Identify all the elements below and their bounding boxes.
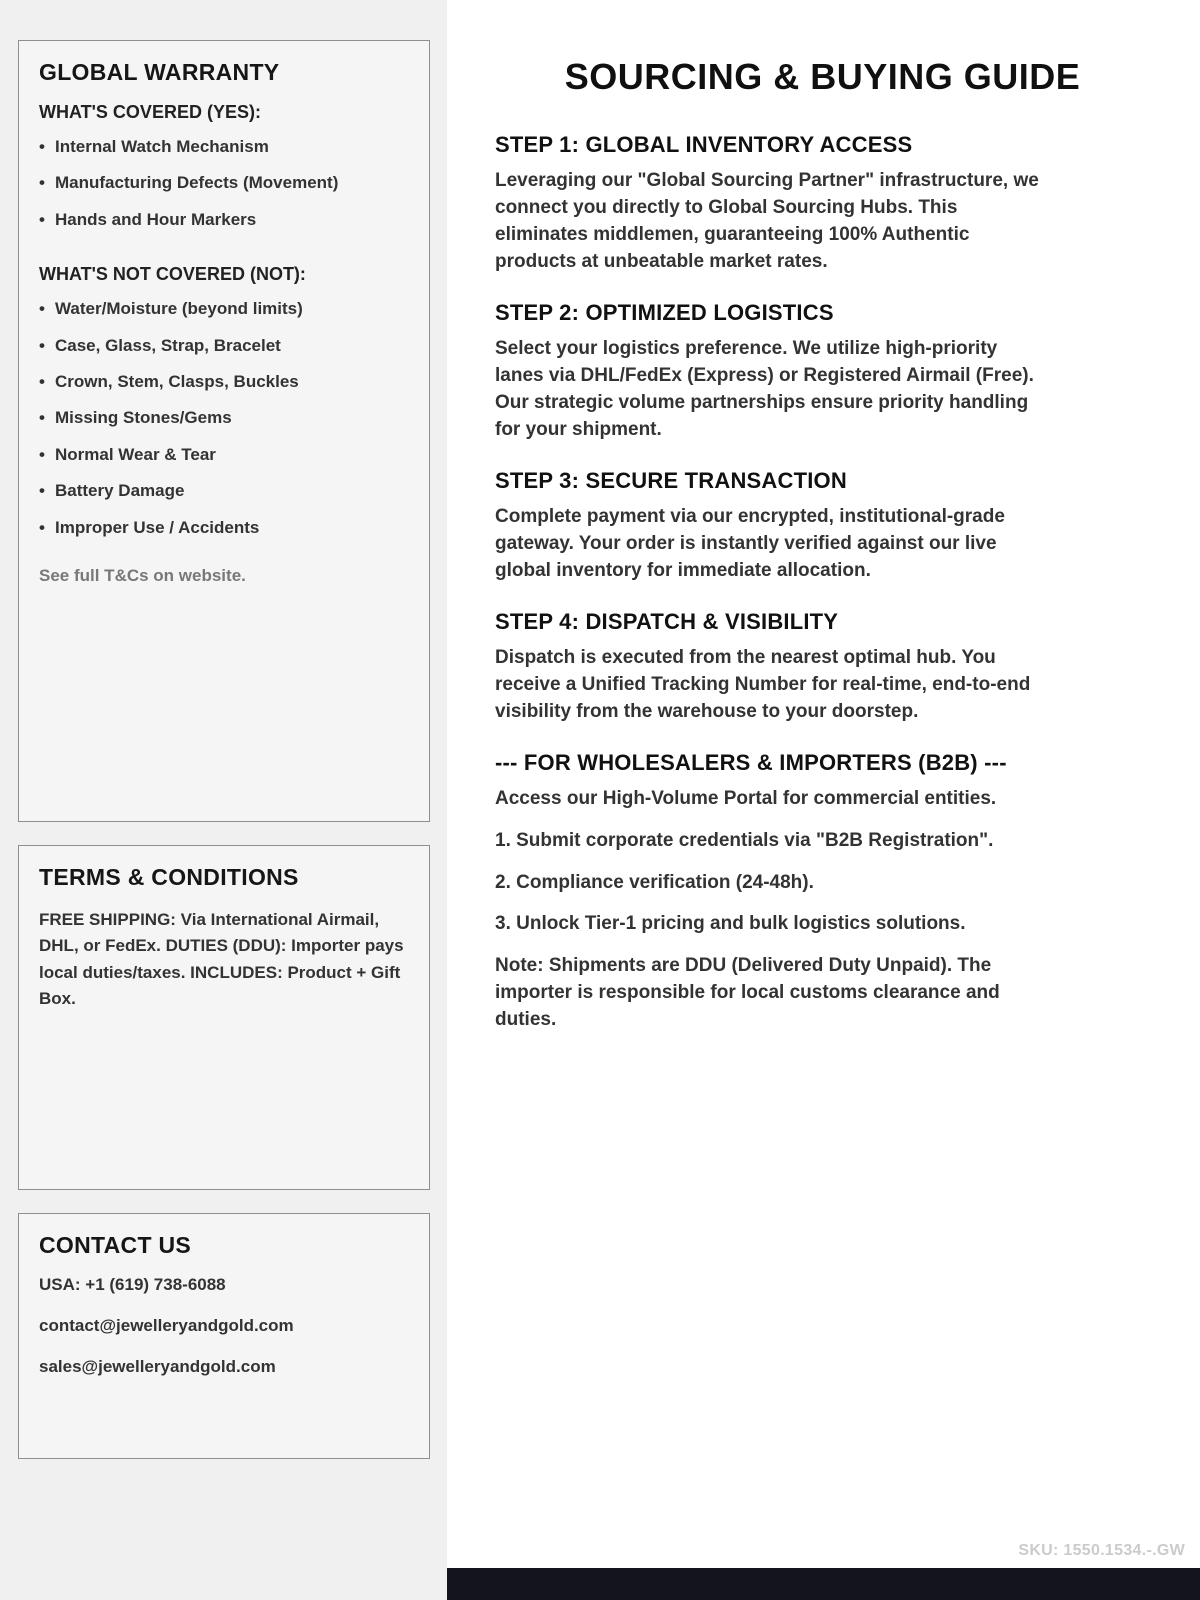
covered-list: [39, 137, 409, 230]
contact-title: CONTACT US: [39, 1232, 192, 1258]
contact-phone: USA: +1 (619) 738-6088: [39, 1275, 226, 1294]
section-step-3: [495, 468, 1075, 585]
list-item: • Missing Stones/Gems: [39, 408, 409, 428]
warranty-box: [18, 40, 430, 822]
list-item: • Improper Use / Accidents: [39, 518, 409, 538]
bottom-bar: [447, 1568, 1200, 1600]
b2b-note: Note: Shipments are DDU (Delivered Duty Unpaid). The importer is responsible for local customs clearance and duties.: [495, 955, 1000, 1031]
section-paragraph: Leveraging our "Global Sourcing Partner" infrastructure, we connect you directly to Global Sourcing Hubs. This eliminates middlemen, guaranteeing 100% Authentic products at unbeatable market rates.: [495, 170, 1039, 272]
section-heading: STEP 3: SECURE TRANSACTION: [495, 467, 847, 493]
section-step-2: [495, 300, 1075, 444]
list-item: • Water/Moisture (beyond limits): [39, 299, 409, 319]
main-content: [447, 0, 1200, 1600]
list-item: • Case, Glass, Strap, Bracelet: [39, 336, 409, 356]
list-item: • Internal Watch Mechanism: [39, 137, 409, 157]
section-paragraph: 2. Compliance verification (24-48h).: [495, 871, 814, 893]
contact-email-sales: sales@jewelleryandgold.com: [39, 1357, 276, 1376]
list-item: • Battery Damage: [39, 481, 409, 501]
list-item: • Hands and Hour Markers: [39, 210, 409, 230]
section-paragraph: 1. Submit corporate credentials via "B2B Registration".: [495, 829, 994, 851]
section-heading: STEP 1: GLOBAL INVENTORY ACCESS: [495, 132, 913, 157]
terms-box: [18, 845, 430, 1190]
warranty-footnote: See full T&Cs on website.: [39, 565, 246, 585]
section-step-4: [495, 609, 1075, 726]
list-item: • Manufacturing Defects (Movement): [39, 173, 409, 193]
section-heading: STEP 4: DISPATCH & VISIBILITY: [495, 608, 839, 634]
sku-label: SKU: 1550.1534.-.GW: [1018, 1542, 1185, 1559]
list-item: • Normal Wear & Tear: [39, 445, 409, 465]
section-paragraph: Dispatch is executed from the nearest optimal hub. You receive a Unified Tracking Number for real-time, end-to-end visibility from the warehouse to your doorstep.: [495, 646, 1031, 722]
sidebar: [0, 0, 447, 1600]
section-paragraph: Access our High-Volume Portal for commercial entities.: [495, 787, 997, 809]
list-item: • Crown, Stem, Clasps, Buckles: [39, 372, 409, 392]
section-b2b: [495, 750, 1075, 1035]
not-covered-heading: WHAT'S NOT COVERED (NOT):: [39, 264, 306, 285]
not-covered-list: [39, 299, 409, 538]
contact-email-primary: contact@jewelleryandgold.com: [39, 1316, 294, 1335]
covered-heading: WHAT'S COVERED (YES):: [39, 102, 261, 122]
section-paragraph: 3. Unlock Tier-1 pricing and bulk logistics solutions.: [495, 913, 966, 935]
section-step-1: [495, 132, 1075, 276]
terms-body: FREE SHIPPING: Via International Airmail, DHL, or FedEx. DUTIES (DDU): Importer pays local duties/taxes. INCLUDES: Product + Gift Box.: [39, 910, 404, 1009]
section-heading: --- FOR WHOLESALERS & IMPORTERS (B2B) ---: [495, 749, 1007, 775]
page-title: SOURCING & BUYING GUIDE: [564, 56, 1081, 97]
section-heading: STEP 2: OPTIMIZED LOGISTICS: [495, 299, 834, 325]
terms-title: TERMS & CONDITIONS: [39, 864, 299, 890]
contact-box: [18, 1213, 430, 1459]
section-paragraph: Select your logistics preference. We utilize high-priority lanes via DHL/FedEx (Express) or Registered Airmail (Free). Our strategic volume partnerships ensure priority handling for your shipment.: [495, 337, 1034, 440]
warranty-title: GLOBAL WARRANTY: [39, 59, 280, 85]
section-paragraph: Complete payment via our encrypted, institutional-grade gateway. Your order is instantly verified against our live global inventory for immediate allocation.: [495, 505, 1005, 581]
